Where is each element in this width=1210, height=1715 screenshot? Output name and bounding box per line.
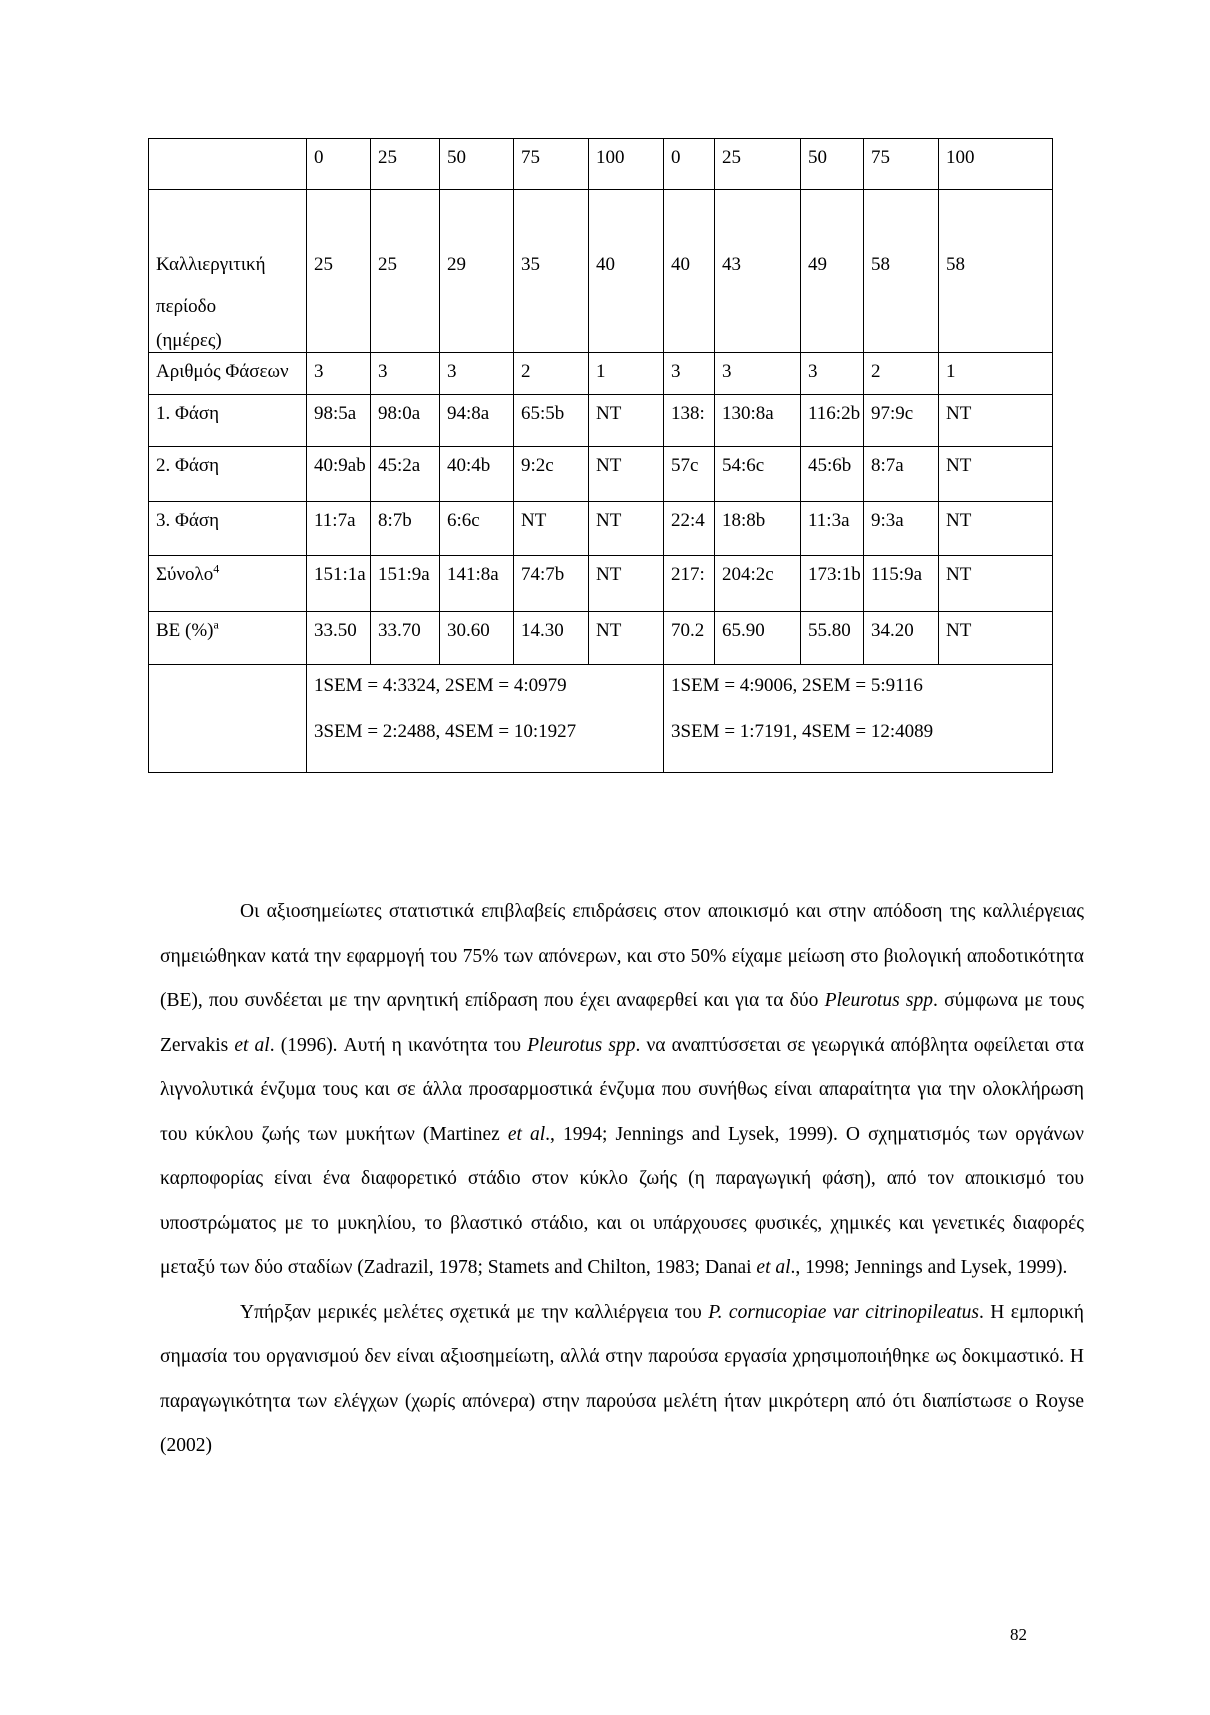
row-label-phase-3: 3. Φάση xyxy=(149,502,307,556)
table-cell: 11:7a xyxy=(307,502,371,556)
text-run: Οι αξιοσημείωτες στατιστικά επιβλαβείς επιδράσεις στον αποικισμό και στην απόδοση της καλλιέργειας σημειώθηκαν κατά την εφαρμογή του 75% των απόνερων, και στο 50% είχαμε μείωση στο βιολογική αποδοτικότητα (ΒΕ), που συνδέεται με την αρνητική επίδραση που έχει αναφερθεί και για τα δύο xyxy=(160,901,1084,1011)
table-cell: 74:7b xyxy=(514,556,589,612)
table-cell: 45:2a xyxy=(371,447,440,502)
cultivation-period-row xyxy=(149,190,1053,353)
paragraph xyxy=(160,890,1084,1291)
table-cell: 130:8a xyxy=(715,395,801,447)
table-cell: 54:6c xyxy=(715,447,801,502)
table-cell: 9:2c xyxy=(514,447,589,502)
table-cell: 3 xyxy=(664,353,715,395)
table-cell: 55.80 xyxy=(801,612,864,665)
table-cell: 25 xyxy=(307,190,371,353)
table-cell: 151:9a xyxy=(371,556,440,612)
table-cell: 9:3a xyxy=(864,502,939,556)
header-cell xyxy=(149,139,307,190)
table-cell: 57c xyxy=(664,447,715,502)
phase-3-row xyxy=(149,502,1053,556)
table-cell: 33.70 xyxy=(371,612,440,665)
table-cell: 40:4b xyxy=(440,447,514,502)
table-cell: 49 xyxy=(801,190,864,353)
italic-run: Pleurotus spp xyxy=(527,1034,636,1056)
table-cell: 8:7a xyxy=(864,447,939,502)
table-cell: NT xyxy=(939,612,1053,665)
italic-run: et al xyxy=(234,1034,270,1056)
table-cell: NT xyxy=(939,395,1053,447)
table-cell: 2 xyxy=(514,353,589,395)
table-cell: NT xyxy=(589,556,664,612)
table-cell: NT xyxy=(514,502,589,556)
header-cell: 0 xyxy=(307,139,371,190)
table-cell: 58 xyxy=(939,190,1053,353)
table-cell: NT xyxy=(939,447,1053,502)
phase-2-row xyxy=(149,447,1053,502)
text-run: Υπήρξαν μερικές μελέτες σχετικά με την καλλιέργεια του xyxy=(240,1301,709,1323)
paragraph xyxy=(160,1291,1084,1469)
results-table xyxy=(148,138,1053,773)
table-cell: 138: xyxy=(664,395,715,447)
table-cell: 45:6b xyxy=(801,447,864,502)
table-cell: 40 xyxy=(664,190,715,353)
table-cell: 115:9a xyxy=(864,556,939,612)
sem-right-line: 1SEM = 4:9006, 2SEM = 5:9116 xyxy=(671,675,923,696)
table-cell: 98:5a xyxy=(307,395,371,447)
table-cell: NT xyxy=(589,395,664,447)
table-cell: 217: xyxy=(664,556,715,612)
body-text xyxy=(160,890,1084,1469)
text-run: . να αναπτύσσεται σε γεωργικά απόβλητα οφείλεται στα λιγνολυτικά ένζυμα τους και σε άλλα προσαρμοστικά ένζυμα που συνήθως είναι απαραίτητα για την ολοκλήρωση του κύκλου ζωής των μυκήτων (Martinez xyxy=(160,1034,1084,1145)
italic-run: Pleurotus spp xyxy=(824,990,934,1011)
text-run: . Η εμπορική σημασία του οργανισμού δεν είναι αξιοσημείωτη, αλλά στην παρούσα εργασία χρησιμοποιήθηκε ως δοκιμαστικό. Η παραγωγικότητα των ελέγχων (χωρίς απόνερα) στην παρούσα μελέτη ήταν μικρότερη από ότι διαπίστωσε ο Royse (2002) xyxy=(160,1301,1085,1456)
table-cell: 30.60 xyxy=(440,612,514,665)
text-run: . (1996). Αυτή η ικανότητα του xyxy=(269,1034,528,1056)
phase-1-row xyxy=(149,395,1053,447)
table-cell: 94:8a xyxy=(440,395,514,447)
sem-empty-cell xyxy=(149,665,307,773)
table-cell: 14.30 xyxy=(514,612,589,665)
italic-run: P. cornucopiae var citrinopileatus xyxy=(708,1301,979,1323)
text-run: ., 1998; Jennings and Lysek, 1999). xyxy=(790,1257,1068,1278)
table-cell: 8:7b xyxy=(371,502,440,556)
table-cell: 40 xyxy=(589,190,664,353)
row-label-total xyxy=(149,556,307,612)
table-cell: NT xyxy=(939,556,1053,612)
row-label-be xyxy=(149,612,307,665)
table-cell: 97:9c xyxy=(864,395,939,447)
table-cell: 173:1b xyxy=(801,556,864,612)
table-cell: 34.20 xyxy=(864,612,939,665)
sem-left-cell xyxy=(307,665,664,773)
total-label-footnote: 4 xyxy=(213,561,220,576)
text-run: ., 1994; Jennings and Lysek, 1999). Ο σχηματισμός των οργάνων καρποφορίας είναι ένα διαφορετικό στάδιο στον κύκλο ζωής (η παραγωγική φάση), από τον αποικισμό του υποστρώματος με το μυκηλίου, το βλαστικό στάδιο, και οι υπάρχουσες φυσικές, χημικές και γενετικές διαφορές μεταξύ των δύο σταδίων (Zadrazil, 1978; Stamets and Chilton, 1983; Danai xyxy=(160,1123,1084,1278)
table-cell: 204:2c xyxy=(715,556,801,612)
table-cell: 65.90 xyxy=(715,612,801,665)
table-cell: 29 xyxy=(440,190,514,353)
be-label-text: ΒΕ (%) xyxy=(156,620,214,641)
table-cell: 65:5b xyxy=(514,395,589,447)
table-cell: NT xyxy=(939,502,1053,556)
header-cell: 100 xyxy=(939,139,1053,190)
header-row xyxy=(149,139,1053,190)
sem-right-cell xyxy=(664,665,1053,773)
be-label-footnote: a xyxy=(213,617,219,632)
text-run: . σύμφωνα με τους Zervakis xyxy=(160,990,1084,1056)
italic-run: et al xyxy=(507,1123,546,1145)
header-cell: 25 xyxy=(715,139,801,190)
row-label-flush-count: Αριθμός Φάσεων xyxy=(149,353,307,395)
sem-right-line: 3SEM = 1:7191, 4SEM = 12:4089 xyxy=(671,721,934,742)
table-cell: 141:8a xyxy=(440,556,514,612)
table-cell: 116:2b xyxy=(801,395,864,447)
table-cell: 18:8b xyxy=(715,502,801,556)
table-cell: 98:0a xyxy=(371,395,440,447)
row-label-line: (ημέρες) xyxy=(156,330,222,351)
sem-left-line: 3SEM = 2:2488, 4SEM = 10:1927 xyxy=(314,721,577,742)
table-cell: NT xyxy=(589,502,664,556)
table-cell: 151:1a xyxy=(307,556,371,612)
header-cell: 0 xyxy=(664,139,715,190)
row-label-cultivation-period xyxy=(149,190,307,353)
header-cell: 75 xyxy=(864,139,939,190)
header-cell: 100 xyxy=(589,139,664,190)
table-cell: 6:6c xyxy=(440,502,514,556)
total-row xyxy=(149,556,1053,612)
table-cell: NT xyxy=(589,612,664,665)
table-cell: 40:9ab xyxy=(307,447,371,502)
table-cell: 33.50 xyxy=(307,612,371,665)
row-label-line: Καλλιεργιτική xyxy=(156,254,266,275)
table-cell: 3 xyxy=(371,353,440,395)
table-cell: 25 xyxy=(371,190,440,353)
italic-run: et al xyxy=(756,1257,791,1278)
table-cell: 3 xyxy=(440,353,514,395)
total-label-text: Σύνολο xyxy=(156,564,214,585)
table-cell: 58 xyxy=(864,190,939,353)
sem-row xyxy=(149,665,1053,773)
be-row xyxy=(149,612,1053,665)
table-cell: 1 xyxy=(939,353,1053,395)
header-cell: 25 xyxy=(371,139,440,190)
table-cell: 22:4 xyxy=(664,502,715,556)
table-cell: 3 xyxy=(715,353,801,395)
table-cell: 3 xyxy=(307,353,371,395)
table-cell: 70.2 xyxy=(664,612,715,665)
flush-count-row xyxy=(149,353,1053,395)
table-cell: 3 xyxy=(801,353,864,395)
table-cell: 1 xyxy=(589,353,664,395)
page-number: 82 xyxy=(1010,1625,1027,1644)
table-cell: 2 xyxy=(864,353,939,395)
row-label-phase-2: 2. Φάση xyxy=(149,447,307,502)
header-cell: 50 xyxy=(801,139,864,190)
row-label-line: περίοδο xyxy=(156,296,217,317)
table-cell: 35 xyxy=(514,190,589,353)
table-cell: NT xyxy=(589,447,664,502)
header-cell: 50 xyxy=(440,139,514,190)
row-label-phase-1: 1. Φάση xyxy=(149,395,307,447)
table-cell: 43 xyxy=(715,190,801,353)
sem-left-line: 1SEM = 4:3324, 2SEM = 4:0979 xyxy=(314,675,567,696)
table-cell: 11:3a xyxy=(801,502,864,556)
header-cell: 75 xyxy=(514,139,589,190)
